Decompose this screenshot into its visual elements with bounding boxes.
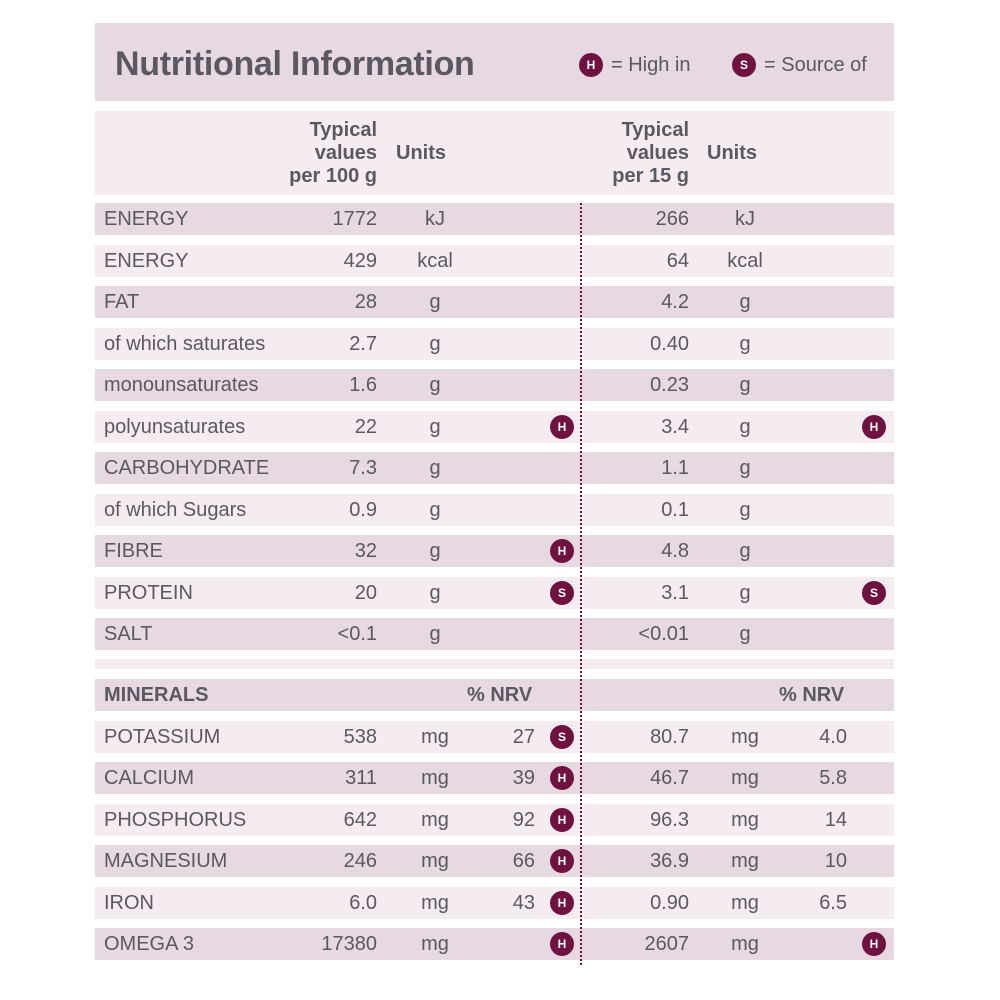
value-per-100g: 311 [345,767,377,789]
value-per-100g: 17380 [321,933,377,955]
nrv-right-header: % NRV [779,684,845,706]
left-values-header [265,119,377,188]
value-per-100g: 20 [354,582,377,604]
unit-per-100g: kcal [417,250,453,272]
unit-per-100g: mg [421,892,449,914]
left-values-header-line: per 100 g [289,165,377,187]
mineral-name: IRON [104,892,154,914]
table-row [95,618,894,650]
nutrient-name: of which Sugars [104,499,247,521]
unit-per-15g: kcal [727,250,763,272]
table-row [95,452,894,484]
legend-high-label: = High in [611,53,691,76]
nutrient-name: FAT [104,291,140,313]
mineral-name: CALCIUM [104,767,195,789]
nrv-per-15g [785,928,847,960]
value-per-15g: <0.01 [638,623,689,645]
nrv-per-15g: 5.8 [819,767,847,789]
table-row [95,804,894,836]
table-row [95,535,894,567]
value-per-15g: 0.40 [650,333,689,355]
nrv-per-100g: 39 [512,767,535,789]
value-per-15g: 2607 [644,933,689,955]
high-badge-icon: H [550,808,574,832]
unit-per-15g: g [739,623,751,645]
nutrient-name: of which saturates [104,333,266,355]
value-per-15g: 80.7 [650,726,689,748]
high-badge-icon: H [550,539,574,563]
column-header-row [95,111,894,195]
table-row [95,203,894,235]
unit-per-100g: g [429,457,441,479]
value-per-15g: 36.9 [650,850,689,872]
nutrient-name: PROTEIN [104,582,193,604]
table-row [95,887,894,919]
value-per-100g: 246 [343,850,377,872]
minerals-label: MINERALS [104,684,209,706]
nutrient-name: ENERGY [104,208,189,230]
unit-per-15g: kJ [735,208,755,230]
unit-per-100g: kJ [425,208,445,230]
unit-per-15g: g [739,457,751,479]
legend-source [732,53,867,77]
table-row [95,328,894,360]
value-per-100g: 642 [343,809,377,831]
unit-per-100g: g [429,291,441,313]
value-per-100g: 2.7 [349,333,377,355]
high-badge-icon: H [550,891,574,915]
value-per-100g: 28 [354,291,377,313]
unit-per-100g: mg [421,850,449,872]
nrv-per-100g: 43 [512,892,535,914]
value-per-15g: 46.7 [650,767,689,789]
unit-per-100g: g [429,499,441,521]
table-row [95,928,894,960]
title-bar [95,23,894,101]
value-per-100g: 32 [354,540,377,562]
value-per-15g: 4.8 [661,540,689,562]
high-badge-icon: H [550,932,574,956]
value-per-15g: 96.3 [650,809,689,831]
source-badge-icon: S [550,581,574,605]
high-badge-icon: H [579,53,603,77]
unit-per-15g: g [739,333,751,355]
value-per-15g: 266 [655,208,689,230]
nutrient-name: ENERGY [104,250,189,272]
unit-per-15g: mg [731,809,759,831]
unit-per-100g: mg [421,726,449,748]
left-units-header: Units [396,142,446,164]
table-row [95,286,894,318]
unit-per-15g: mg [731,726,759,748]
table-row [95,721,894,753]
value-per-15g: 3.4 [661,416,689,438]
high-badge-icon: H [550,849,574,873]
source-badge-icon: S [550,725,574,749]
nutrient-name: FIBRE [104,540,163,562]
unit-per-15g: g [739,499,751,521]
unit-per-15g: g [739,416,751,438]
mineral-name: PHOSPHORUS [104,809,247,831]
mineral-name: OMEGA 3 [104,933,195,955]
unit-per-100g: g [429,540,441,562]
unit-per-100g: g [429,333,441,355]
nutrient-name: CARBOHYDRATE [104,457,270,479]
unit-per-100g: mg [421,809,449,831]
section-gap [95,659,894,669]
right-values-header-line: values [626,142,689,164]
value-per-100g: 538 [343,726,377,748]
right-units-header: Units [707,142,757,164]
value-per-100g: 7.3 [349,457,377,479]
right-values-header-line: Typical [621,119,689,141]
table-row [95,369,894,401]
value-per-15g: 3.1 [661,582,689,604]
table-row [95,845,894,877]
page-title: Nutritional Information [115,45,475,83]
left-values-header-line: Typical [309,119,377,141]
nutrient-name: polyunsaturates [104,416,246,438]
unit-per-15g: mg [731,850,759,872]
nrv-per-15g: 4.0 [819,726,847,748]
unit-per-15g: g [739,291,751,313]
unit-per-15g: g [739,582,751,604]
minerals-header-row [95,679,894,711]
right-values-header-line: per 15 g [612,165,689,187]
unit-per-100g: g [429,582,441,604]
nrv-per-100g: 66 [512,850,535,872]
column-divider [580,203,582,965]
value-per-100g: <0.1 [337,623,377,645]
value-per-15g: 0.90 [650,892,689,914]
high-badge-icon: H [550,415,574,439]
nrv-per-100g [475,928,535,960]
nutrient-name: SALT [104,623,153,645]
value-per-15g: 0.1 [661,499,689,521]
mineral-name: POTASSIUM [104,726,221,748]
left-values-header-line: values [314,142,377,164]
unit-per-15g: mg [731,767,759,789]
high-badge-icon: H [862,415,886,439]
unit-per-100g: g [429,374,441,396]
value-per-100g: 6.0 [349,892,377,914]
mineral-name: MAGNESIUM [104,850,228,872]
table-row [95,494,894,526]
nrv-per-100g: 27 [512,726,535,748]
high-badge-icon: H [550,766,574,790]
value-per-100g: 1.6 [349,374,377,396]
unit-per-100g: mg [421,767,449,789]
value-per-15g: 4.2 [661,291,689,313]
nrv-per-100g: 92 [512,809,535,831]
right-values-header [577,119,689,188]
value-per-15g: 1.1 [661,457,689,479]
unit-per-100g: g [429,416,441,438]
nrv-left-header: % NRV [467,684,533,706]
table-row [95,411,894,443]
legend-source-label: = Source of [764,53,867,76]
legend-high [579,53,691,77]
value-per-15g: 0.23 [650,374,689,396]
source-badge-icon: S [862,581,886,605]
unit-per-100g: mg [421,933,449,955]
nrv-per-15g: 10 [824,850,847,872]
value-per-100g: 1772 [332,208,377,230]
unit-per-15g: g [739,374,751,396]
value-per-100g: 429 [343,250,377,272]
table-row [95,762,894,794]
table-row [95,245,894,277]
unit-per-15g: g [739,540,751,562]
unit-per-15g: mg [731,892,759,914]
nrv-per-15g: 6.5 [819,892,847,914]
value-per-100g: 22 [354,416,377,438]
table-row [95,577,894,609]
nrv-per-15g: 14 [824,809,847,831]
high-badge-icon: H [862,932,886,956]
value-per-15g: 64 [666,250,689,272]
value-per-100g: 0.9 [349,499,377,521]
unit-per-15g: mg [731,933,759,955]
unit-per-100g: g [429,623,441,645]
source-badge-icon: S [732,53,756,77]
nutrient-name: monounsaturates [104,374,259,396]
